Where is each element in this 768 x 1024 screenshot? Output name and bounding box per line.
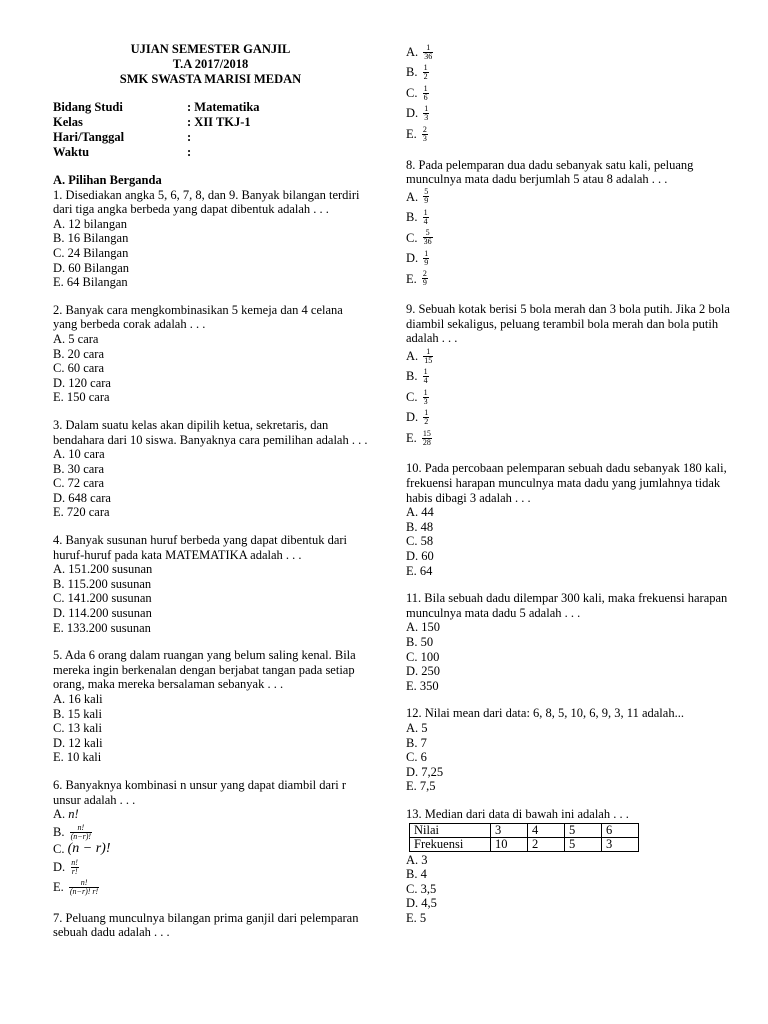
left-column [53,0,368,953]
option [53,842,368,857]
option: C. 24 Bilangan [53,245,129,260]
denominator: r! [71,866,78,876]
option: E. 133.200 susunan [53,620,151,635]
option-label: C. [406,230,421,245]
question-3 [53,418,368,520]
option-label: E. [406,430,420,445]
option [53,807,368,822]
exam-header [53,42,368,87]
right-column [406,42,746,939]
info-value: : [187,145,192,159]
denominator: 2 [423,72,428,82]
option [406,346,746,367]
question-2 [53,303,368,405]
denominator: 3 [423,396,428,406]
option [406,124,746,145]
denominator: 4 [423,376,428,386]
fraction [422,430,432,447]
option [406,248,746,269]
denominator: 36 [424,51,433,61]
fraction [423,389,429,406]
option: B. 30 cara [53,461,105,476]
option [53,822,368,843]
table-cell: 3 [602,837,639,851]
option-label: D. [53,859,69,874]
fraction [423,368,429,385]
option: E. 7,5 [406,779,436,794]
question-10 [406,461,746,578]
numerator: 15 [422,428,431,438]
info-value: : [187,130,192,144]
option [406,387,746,408]
fraction [70,859,79,876]
table-cell: 2 [528,837,565,851]
option-math: (n − r)! [67,841,111,857]
numerator: 1 [424,104,429,114]
question-5 [53,648,368,765]
option: D. 250 [406,664,441,679]
question-stem: 13. Median dari data di bawah ini adalah . . . [406,806,629,821]
question-13 [406,807,746,926]
table-cell: 5 [565,823,602,837]
option: D. 7,25 [406,764,444,779]
fraction [423,85,429,102]
denominator: 9 [424,196,429,206]
numerator: 1 [423,387,428,397]
question-6 [53,778,368,898]
fraction [423,188,429,205]
option-label: C. [406,389,421,404]
option-label: C. [406,85,421,100]
fraction [423,409,429,426]
option [406,428,746,449]
option-label: B. [406,369,421,384]
numerator: 1 [423,367,428,377]
option: C. 60 cara [53,361,105,376]
numerator: n! [77,822,85,832]
table-cell: 3 [491,823,528,837]
fraction [422,126,428,143]
option: E. 5 [406,910,427,925]
option: A. 10 cara [53,447,105,462]
table-cell: 6 [602,823,639,837]
option: C. 6 [406,750,427,765]
option [406,407,746,428]
question-stem: 3. Dalam suatu kelas akan dipilih ketua, sekretaris, dan bendahara dari 10 siswa. Banyaknya cara pemilihan adalah . . . [53,417,368,447]
option [406,269,746,290]
fraction [423,209,429,226]
table-cell: 5 [565,837,602,851]
info-value: : XII TKJ-1 [187,115,251,129]
question-9 [406,302,746,448]
question-stem: 1. Disediakan angka 5, 6, 7, 8, dan 9. Banyak bilangan terdiri dari tiga angka berbeda yang dapat dibentuk adalah . . . [53,187,360,217]
denominator: 9 [422,278,427,288]
header-school: SMK SWASTA MARISI MEDAN [119,72,302,86]
fraction [69,879,99,896]
option: B. 115.200 susunan [53,576,152,591]
data-table [409,823,639,852]
option: A. 12 bilangan [53,216,127,231]
option: D. 114.200 susunan [53,606,152,621]
option [53,877,368,898]
fraction [70,824,93,841]
option-label: A. [53,807,69,822]
numerator: 1 [423,63,428,73]
question-11 [406,591,746,693]
question-stem: 12. Nilai mean dari data: 6, 8, 5, 10, 6, 9, 3, 11 adalah... [406,706,684,721]
table-cell: Frekuensi [410,837,491,851]
denominator: 3 [422,133,427,143]
option: C. 58 [406,534,434,549]
info-row [53,130,368,145]
option: C. 100 [406,649,440,664]
denominator: (n−r)! r! [69,887,99,897]
option: E. 150 cara [53,390,110,405]
question-1 [53,188,368,290]
option: C. 13 kali [53,721,102,736]
denominator: 6 [423,92,428,102]
option-label: B. [53,824,68,839]
info-key: Waktu [53,145,90,159]
option [406,228,746,249]
fraction [423,64,429,81]
fraction [423,105,429,122]
numerator: 5 [424,187,429,197]
info-row [53,145,368,160]
fraction [423,44,433,61]
option-label: D. [406,410,422,425]
option-math: n! [68,807,79,822]
denominator: 3 [424,113,429,123]
option: A. 44 [406,505,434,520]
option: A. 5 [406,720,428,735]
option: E. 64 Bilangan [53,275,128,290]
question-stem: 6. Banyaknya kombinasi n unsur yang dapat diambil dari r unsur adalah . . . [53,777,346,807]
option: D. 120 cara [53,375,111,390]
numerator: 1 [423,83,428,93]
option: D. 60 [406,549,434,564]
option: B. 7 [406,735,427,750]
table-cell: 10 [491,837,528,851]
option: E. 64 [406,563,433,578]
table-row [410,837,639,851]
info-key: Bidang Studi [53,100,123,114]
option: A. 3 [406,852,428,867]
denominator: 15 [424,355,433,365]
option: C. 141.200 susunan [53,591,152,606]
option-label: A. [406,189,422,204]
question-stem: 9. Sebuah kotak berisi 5 bola merah dan 3 bola putih. Jika 2 bola diambil sekaligus, peluang terambil bola merah dan bola putih adalah . . . [406,302,730,346]
info-key: Hari/Tanggal [53,130,125,144]
option: A. 150 [406,620,441,635]
option [406,42,746,63]
option: E. 720 cara [53,505,110,520]
option-label: A. [406,348,422,363]
option: C. 72 cara [53,476,105,491]
table-cell: 4 [528,823,565,837]
info-row [53,115,368,130]
question-12 [406,706,746,794]
question-stem: 4. Banyak susunan huruf berbeda yang dapat dibentuk dari huruf-huruf pada kata MATEMATIKA adalah . . . [53,533,348,562]
denominator: 2 [424,417,429,427]
question-7-options [406,42,746,145]
denominator: 28 [422,437,431,447]
numerator: 1 [423,207,428,217]
option: C. 3,5 [406,881,437,896]
question-7 [53,911,368,940]
option: B. 48 [406,519,434,534]
option: B. 50 [406,635,434,649]
question-stem: 10. Pada percobaan pelemparan sebuah dadu sebanyak 180 kali, frekuensi harapan munculnya mata dadu yang jumlahnya tidak habis dibagi 3 adalah . . . [406,461,727,505]
option [406,83,746,104]
fraction [422,270,428,287]
section-title: A. Pilihan Berganda [53,173,162,187]
denominator: (n−r)! [70,831,92,841]
question-4 [53,533,368,635]
numerator: 1 [424,248,429,258]
fraction [423,229,433,246]
option [406,104,746,125]
numerator: n! [71,857,78,867]
option-label: D. [406,251,422,266]
option: A. 16 kali [53,692,103,706]
numerator: 1 [424,408,429,418]
option [406,366,746,387]
numerator: 1 [426,42,431,52]
table-cell: Nilai [410,823,491,837]
header-title: UJIAN SEMESTER GANJIL [130,42,291,56]
denominator: 4 [423,216,428,226]
option: A. 5 cara [53,331,99,346]
fraction [423,348,433,365]
question-stem: 2. Banyak cara mengkombinasikan 5 kemeja dan 4 celana yang berbeda corak adalah . . . [53,302,343,332]
option-label: B. [406,210,421,225]
option: E. 10 kali [53,750,102,765]
question-stem: 11. Bila sebuah dadu dilempar 300 kali, maka frekuensi harapan munculnya mata dadu 5 adalah . . . [406,591,728,620]
info-value: : Matematika [187,100,260,114]
option: B. 20 cara [53,346,105,361]
option-label: D. [406,106,422,121]
option-label: B. [406,65,421,80]
option [53,857,368,878]
numerator: 2 [422,269,427,279]
option: A. 151.200 susunan [53,562,153,577]
option: D. 60 Bilangan [53,260,130,275]
header-year: T.A 2017/2018 [172,57,249,71]
option: D. 648 cara [53,490,111,505]
numerator: 5 [425,228,430,238]
option-label: E. [406,126,420,141]
option [406,207,746,228]
option [406,187,746,208]
option: B. 15 kali [53,706,102,721]
info-key: Kelas [53,115,83,129]
option: D. 4,5 [406,896,437,911]
denominator: 9 [424,257,429,267]
option-label: E. [406,271,420,286]
option-label: E. [53,880,67,895]
option-label: C. [53,842,68,857]
info-row [53,100,368,115]
question-8 [406,158,746,290]
table-row [410,823,639,837]
question-stem: 5. Ada 6 orang dalam ruangan yang belum saling kenal. Bila mereka ingin berkenalan dengan berjabat tangan pada setiap orang, maka mereka bersalaman sebanyak . . . [53,648,356,692]
exam-info [53,100,368,160]
numerator: 1 [426,346,431,356]
numerator: 2 [422,124,427,134]
option-label: A. [406,44,422,59]
option: D. 12 kali [53,735,103,750]
denominator: 36 [423,237,432,247]
option: B. 16 Bilangan [53,231,129,246]
numerator: n! [80,878,88,888]
option: B. 4 [406,867,427,882]
option: E. 350 [406,678,439,693]
fraction [423,250,429,267]
option [406,63,746,84]
question-stem: 8. Pada pelemparan dua dadu sebanyak satu kali, peluang munculnya mata dadu berjumlah 5 atau 8 adalah . . . [406,157,694,187]
question-stem: 7. Peluang munculnya bilangan prima ganjil dari pelemparan sebuah dadu adalah . . . [53,910,359,940]
